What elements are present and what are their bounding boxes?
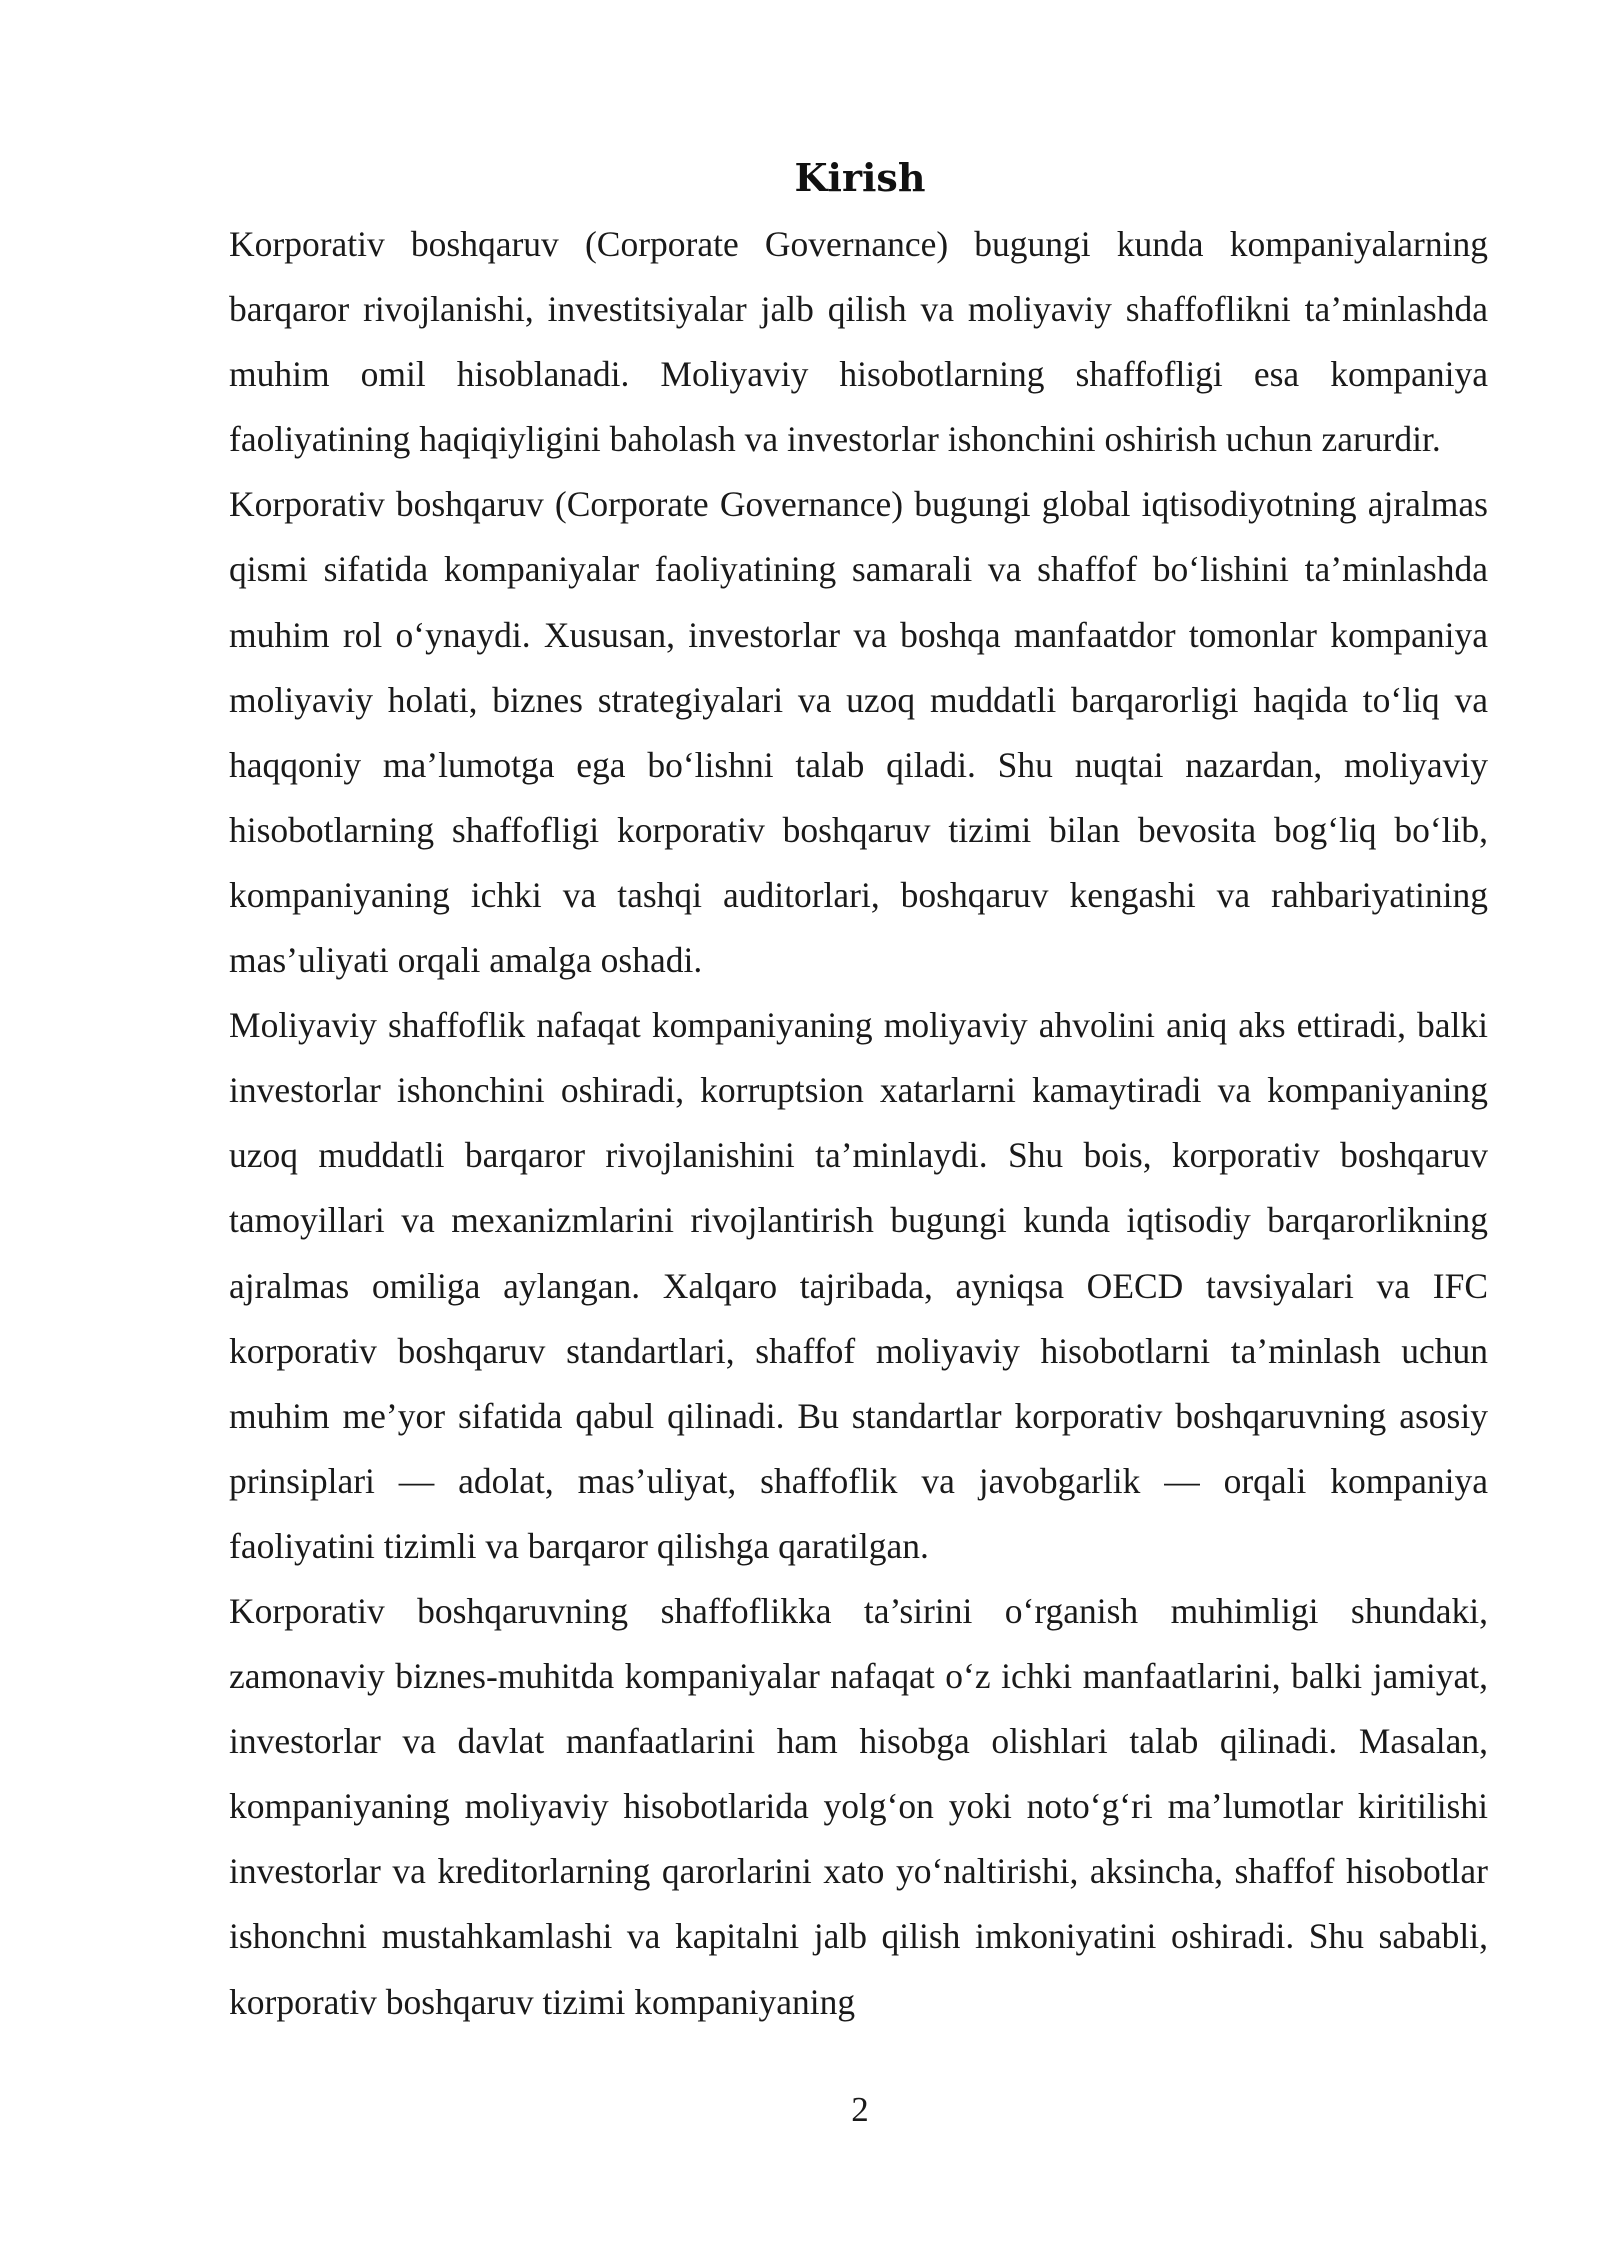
page-number: 2 bbox=[851, 2090, 869, 2129]
paragraph-1: Korporativ boshqaruv (Corporate Governance) bugungi kunda kompaniyalarning barqaror rivojlanishi, investitsiyalar jalb qilish va moliyaviy shaffoflikni ta’minlashda muhim omil hisoblanadi. Moliyaviy hisobotlarning shaffofligi esa kompaniya faoliyatining haqiqiyligini baholash va investorlar ishonchini oshirish uchun zarurdir. bbox=[229, 224, 1488, 460]
paragraph-2: Korporativ boshqaruv (Corporate Governance) bugungi global iqtisodiyotning ajralmas qismi sifatida kompaniyalar faoliyatining samarali va shaffof bo‘lishini ta’minlashda muhim rol o‘ynaydi. Xususan, investorlar va boshqa manfaatdor tomonlar kompaniya moliyaviy holati, biznes strategiyalari va uzoq muddatli barqarorligi haqida to‘liq va haqqoniy ma’lumotga ega bo‘lishni talab qiladi. Shu nuqtai nazardan, moliyaviy hisobotlarning shaffofligi korporativ boshqaruv tizimi bilan bevosita bog‘liq bo‘lib, kompaniyaning ichki va tashqi auditorlari, boshqaruv kengashi va rahbariyatining mas’uliyati orqali amalga oshadi. bbox=[229, 484, 1488, 981]
paragraph-4: Korporativ boshqaruvning shaffoflikka ta’sirini o‘rganish muhimligi shundaki, zamonaviy biznes-muhitda kompaniyalar nafaqat o‘z ichki manfaatlarini, balki jamiyat, investorlar va davlat manfaatlarini ham hisobga olishlari talab qilinadi. Masalan, kompaniyaning moliyaviy hisobotlarida yolg‘on yoki noto‘g‘ri ma’lumotlar kiritilishi investorlar va kreditorlarning qarorlarini xato yo‘naltirishi, aksincha, shaffof hisobotlar ishonchni mustahkamlashi va kapitalni jalb qilish imkoniyatini oshiradi. Shu sababli, korporativ boshqaruv tizimi kompaniyaning bbox=[229, 1590, 1488, 2022]
page-title: Kirish bbox=[794, 155, 926, 200]
body-text bbox=[229, 212, 1488, 2035]
paragraph-3: Moliyaviy shaffoflik nafaqat kompaniyaning moliyaviy ahvolini aniq aks ettiradi, balki investorlar ishonchini oshiradi, korruptsion xatarlarni kamaytiradi va kompaniyaning uzoq muddatli barqaror rivojlanishini ta’minlaydi. Shu bois, korporativ boshqaruv tamoyillari va mexanizmlarini rivojlantirish bugungi kunda iqtisodiy barqarorlikning ajralmas omiliga aylangan. Xalqaro tajribada, ayniqsa OECD tavsiyalari va IFC korporativ boshqaruv standartlari, shaffof moliyaviy hisobotlarni ta’minlash uchun muhim me’yor sifatida qabul qilinadi. Bu standartlar korporativ boshqaruvning asosiy prinsiplari — adolat, mas’uliyat, shaffoflik va javobgarlik — orqali kompaniya faoliyatini tizimli va barqaror qilishga qaratilgan. bbox=[229, 1005, 1488, 1566]
